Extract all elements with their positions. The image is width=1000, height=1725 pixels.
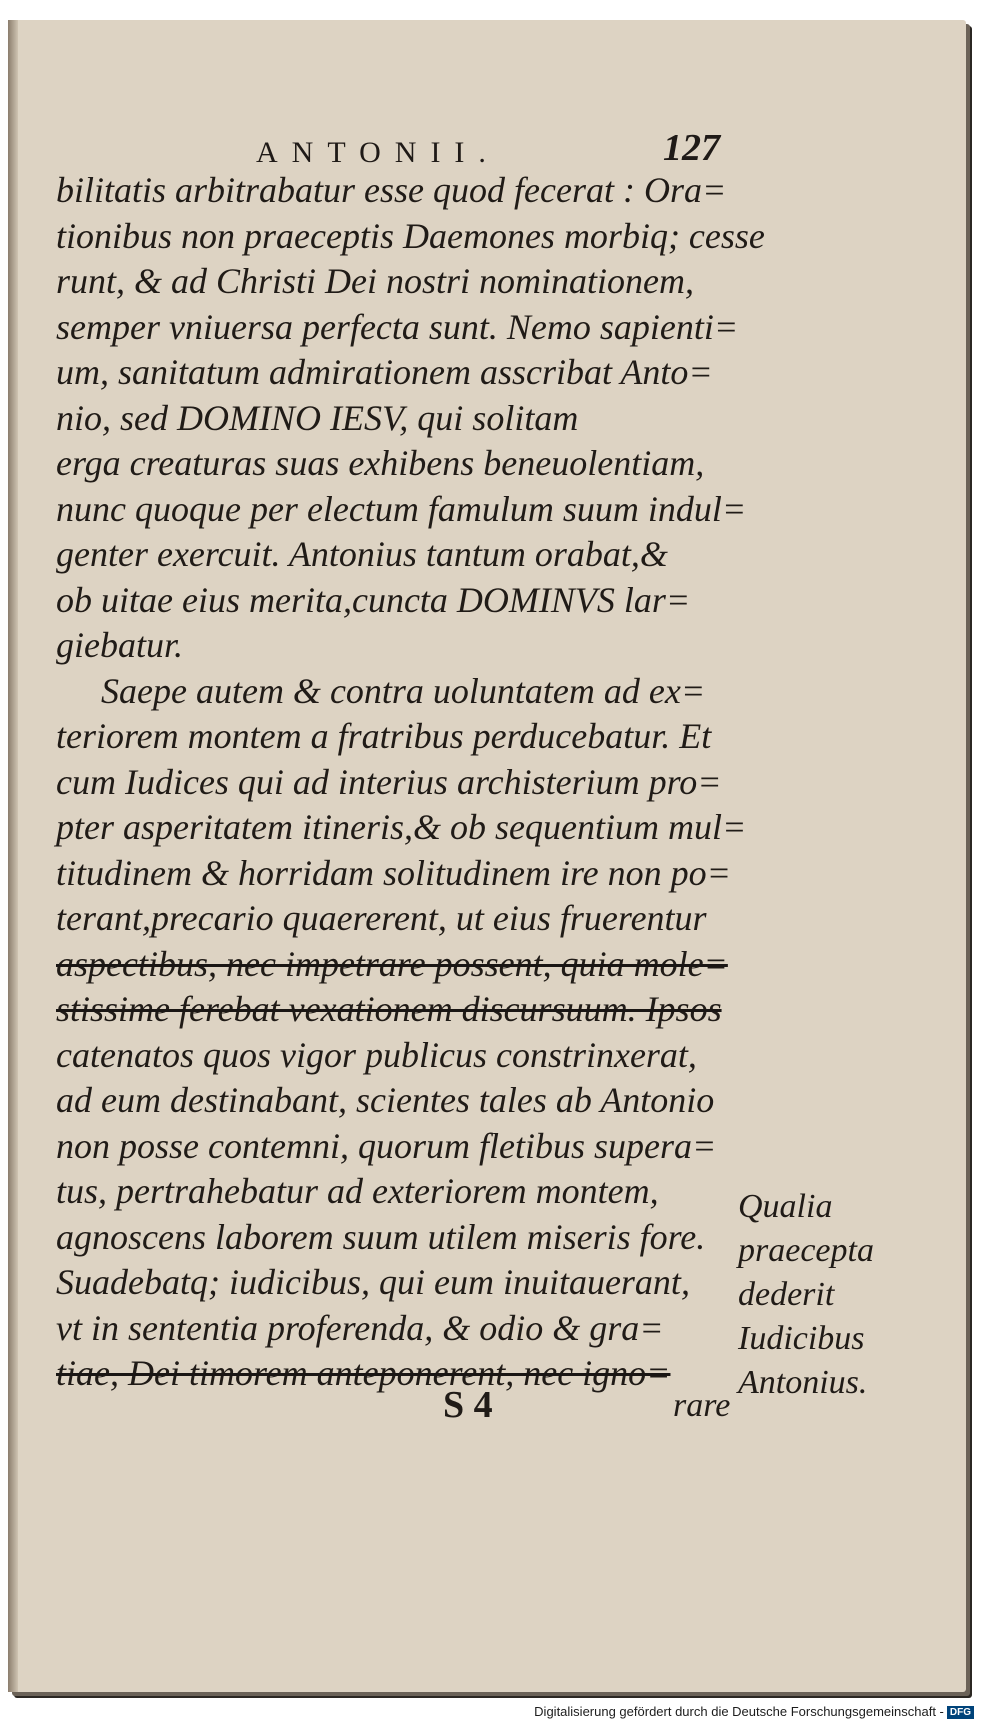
main-text-block bbox=[56, 168, 765, 1397]
text-line: ad eum destinabant, scientes tales ab Antonio bbox=[56, 1080, 715, 1120]
marginal-note-line: Qualia bbox=[738, 1188, 833, 1225]
text-line: catenatos quos vigor publicus constrinxerat, bbox=[56, 1034, 697, 1075]
text-line: vt in sententia proferenda, & odio & gra= bbox=[56, 1307, 664, 1348]
page-number: 127 bbox=[663, 127, 720, 169]
text-line: aspectibus, nec impetrare possent, quia mole= bbox=[56, 943, 728, 984]
text-line: bilitatis arbitrabatur esse quod fecerat : Ora= bbox=[56, 170, 727, 210]
book-page bbox=[8, 20, 966, 1692]
marginal-note-line: Iudicibus bbox=[738, 1320, 865, 1357]
text-line: terant,precario quaererent, ut eius fruerentur bbox=[56, 898, 707, 938]
credit-text: Digitalisierung gefördert durch die Deutsche Forschungsgemeinschaft - bbox=[534, 1703, 944, 1719]
page-header bbox=[8, 118, 966, 168]
text-line: pter asperitatem itineris,& ob sequentium mul= bbox=[56, 807, 747, 847]
text-line: giebatur. bbox=[56, 625, 184, 665]
text-line: teriorem montem a fratribus perducebatur. Et bbox=[56, 716, 712, 756]
text-line: stissime ferebat vexationem discursuum. Ipsos bbox=[56, 989, 722, 1029]
text-line: non posse contemni, quorum fletibus supera= bbox=[56, 1125, 717, 1166]
text-line: runt, & ad Christi Dei nostri nominationem, bbox=[56, 261, 695, 301]
text-line: cum Iudices qui ad interius archisterium pro= bbox=[56, 761, 722, 802]
text-line: tus, pertrahebatur ad exteriorem montem, bbox=[56, 1171, 659, 1211]
page-spine-shadow bbox=[8, 20, 18, 1692]
text-line: erga creaturas suas exhibens beneuolentiam, bbox=[56, 443, 705, 483]
text-line: Saepe autem & contra uoluntatem ad ex= bbox=[56, 670, 706, 711]
text-line: tiae, Dei timorem anteponerent, nec igno= bbox=[56, 1353, 671, 1393]
text-line: nio, sed DOMINO IESV, qui solitam bbox=[56, 397, 579, 438]
text-line: titudinem & horridam solitudinem ire non po= bbox=[56, 852, 731, 893]
text-line: Suadebatq; iudicibus, qui eum inuitauerant, bbox=[56, 1262, 690, 1302]
text-line: genter exercuit. Antonius tantum orabat,& bbox=[56, 534, 668, 574]
marginal-note-line: Antonius. bbox=[738, 1364, 868, 1401]
signature-mark: S 4 bbox=[443, 1384, 493, 1426]
page-footer bbox=[8, 1383, 966, 1433]
text-line: nunc quoque per electum famulum suum indul= bbox=[56, 488, 747, 529]
marginal-note bbox=[738, 1185, 948, 1405]
marginal-note-line: praecepta bbox=[738, 1232, 874, 1269]
text-line: agnoscens laborem suum utilem miseris fore. bbox=[56, 1216, 706, 1257]
text-line: ob uitae eius merita,cuncta DOMINVS lar= bbox=[56, 579, 691, 620]
text-line: tionibus non praeceptis Daemones morbiq; cesse bbox=[56, 215, 765, 256]
digitization-credit bbox=[534, 1704, 974, 1719]
marginal-note-line: dederit bbox=[738, 1276, 835, 1313]
catchword: rare bbox=[673, 1387, 731, 1424]
text-line: um, sanitatum admirationem asscribat Anto= bbox=[56, 352, 713, 392]
dfg-logo: DFG bbox=[947, 1706, 974, 1719]
text-line: semper vniuersa perfecta sunt. Nemo sapienti= bbox=[56, 306, 739, 347]
running-head: ANTONII. bbox=[256, 136, 500, 169]
